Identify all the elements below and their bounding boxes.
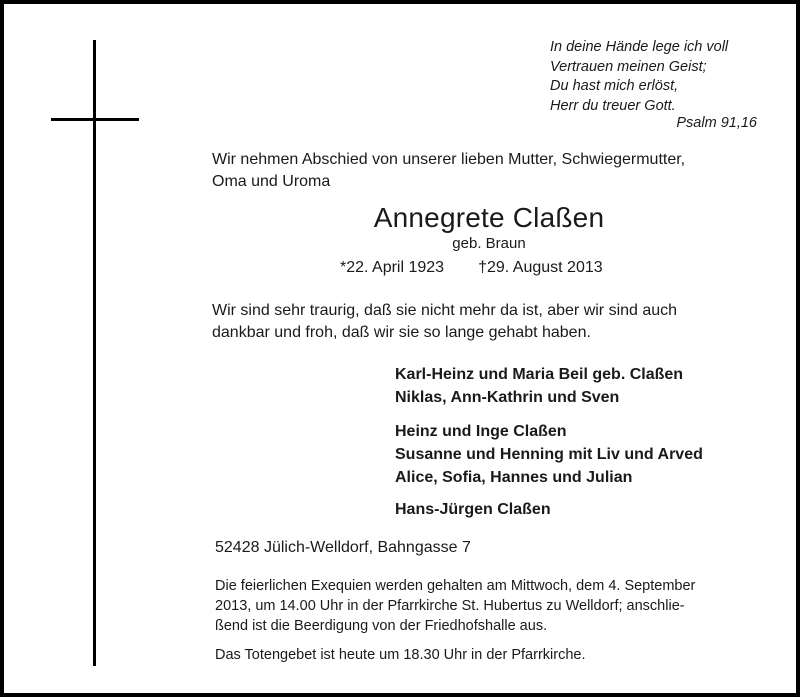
family-group (395, 420, 703, 489)
family-line: Alice, Sofia, Hannes und Julian (395, 469, 633, 486)
psalm-line: In deine Hände lege ich voll (550, 39, 729, 55)
deceased-name: Annegrete Claßen (373, 202, 605, 233)
death-date: †29. August 2013 (478, 259, 603, 276)
family-line: Hans-Jürgen Claßen (395, 501, 551, 518)
intro-line: Oma und Uroma (212, 173, 331, 190)
psalm-quote (550, 38, 757, 131)
family-line: Niklas, Ann-Kathrin und Sven (395, 389, 620, 406)
cross-icon-bar (51, 118, 139, 121)
funeral-line: ßend ist die Beerdigung von der Friedhofshalle aus. (215, 618, 548, 634)
cross-icon (93, 40, 96, 666)
sentence-line: Wir sind sehr traurig, daß sie nicht mehr da ist, aber wir sind auch (212, 302, 678, 319)
intro-line: Wir nehmen Abschied von unserer lieben Mutter, Schwiegermutter, (212, 151, 686, 168)
birth-date: *22. April 1923 (340, 259, 445, 276)
funeral-notice (215, 576, 760, 636)
funeral-line: Die feierlichen Exequien werden gehalten am Mittwoch, dem 4. September (215, 578, 696, 594)
funeral-line: 2013, um 14.00 Uhr in der Pfarrkirche St. Hubertus zu Welldorf; anschlie- (215, 598, 685, 614)
sentence-line: dankbar und froh, daß wir sie so lange gehabt haben. (212, 324, 591, 341)
family-line: Heinz und Inge Claßen (395, 423, 567, 440)
family-line: Karl-Heinz und Maria Beil geb. Claßen (395, 366, 684, 383)
family-group (395, 498, 551, 521)
mourning-sentence (212, 300, 772, 344)
psalm-reference: Psalm 91,16 (676, 115, 757, 131)
psalm-line: Vertrauen meinen Geist; (550, 58, 707, 75)
birth-name: geb. Braun (452, 235, 526, 252)
family-line: Susanne und Henning mit Liv und Arved (395, 446, 703, 463)
psalm-line: Herr du treuer Gott. (550, 97, 676, 114)
life-dates (340, 259, 603, 277)
intro-text (212, 149, 772, 193)
family-group (395, 363, 683, 409)
prayer-notice: Das Totengebet ist heute um 18.30 Uhr in der Pfarrkirche. (215, 647, 586, 663)
psalm-line: Du hast mich erlöst, (550, 78, 679, 94)
address: 52428 Jülich-Welldorf, Bahngasse 7 (215, 539, 471, 556)
